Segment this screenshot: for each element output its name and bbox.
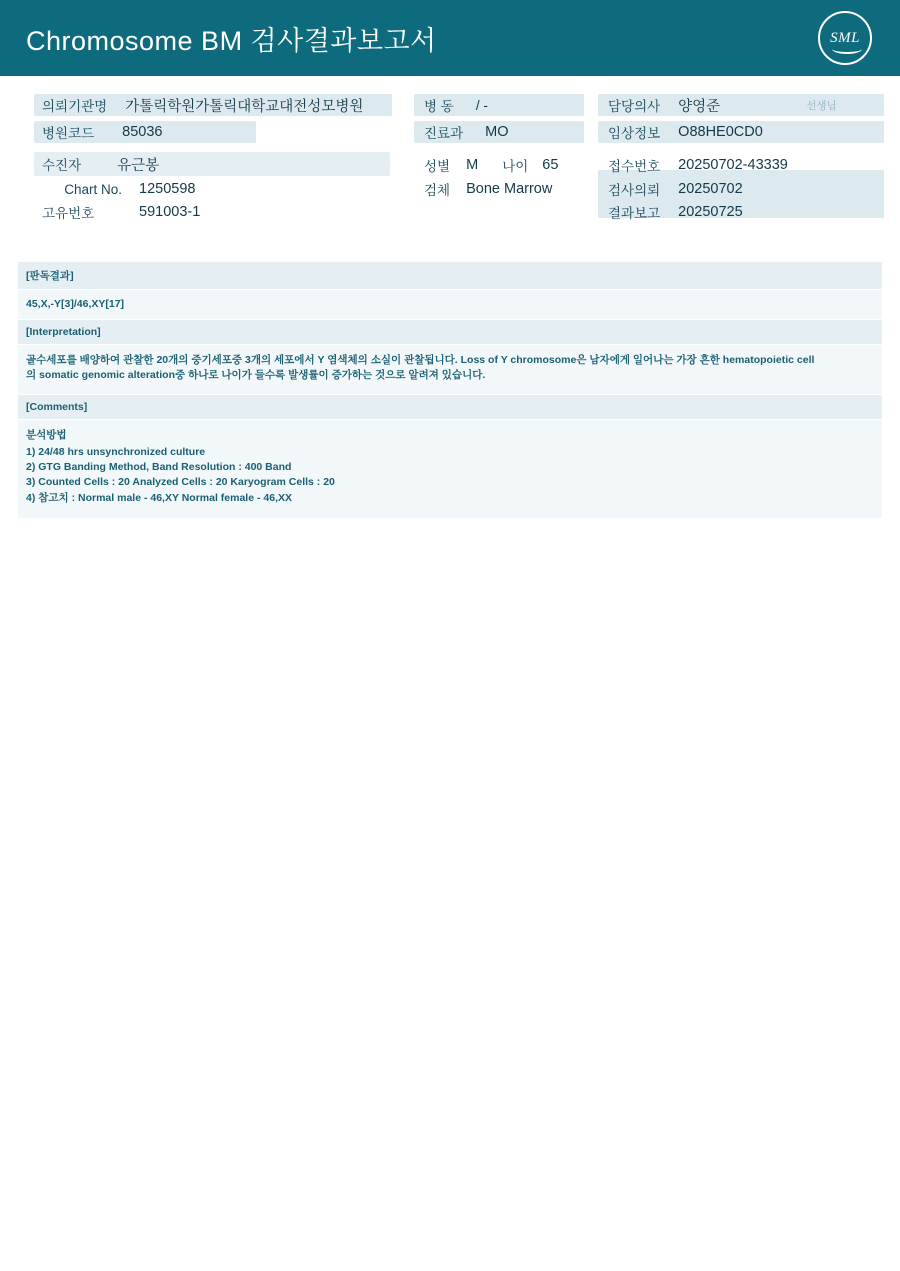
unique-no-label: 고유번호 bbox=[42, 206, 95, 221]
chart-no-value: 1250598 bbox=[139, 181, 196, 197]
result-section-header: [판독결과] bbox=[18, 262, 882, 290]
report-value: 20250725 bbox=[678, 204, 743, 220]
chart-no-label: Chart No. bbox=[64, 181, 122, 197]
clinical-label: 임상정보 bbox=[608, 126, 661, 141]
karyotype-result: 45,X,-Y[3]/46,XY[17] bbox=[18, 290, 882, 320]
interpretation-line-2: 의 somatic genomic alteration중 하나로 나이가 들수록 발생률이 증가하는 것으로 알려져 있습니다. bbox=[26, 369, 486, 382]
comments-text bbox=[18, 420, 882, 519]
age-label: 나이 bbox=[502, 159, 529, 174]
doctor-suffix: 선생님 bbox=[806, 99, 837, 112]
ward-value: / - bbox=[475, 97, 488, 113]
patient-value: 유근봉 bbox=[117, 157, 160, 174]
comments-section-header: [Comments] bbox=[18, 395, 882, 420]
sex-label: 성별 bbox=[424, 159, 451, 174]
result-sections bbox=[18, 262, 882, 519]
accession-value: 20250702-43339 bbox=[678, 157, 788, 173]
request-label: 검사의뢰 bbox=[608, 183, 661, 198]
comments-line: 1) 24/48 hrs unsynchronized culture bbox=[26, 445, 206, 458]
interpretation-section-header: [Interpretation] bbox=[18, 320, 882, 345]
logo-label: SML bbox=[830, 29, 860, 46]
unique-no-value: 591003-1 bbox=[139, 204, 201, 220]
doctor-value: 양영준 bbox=[678, 98, 721, 115]
specimen-label: 검체 bbox=[424, 183, 451, 198]
org-value: 가톨릭학원가톨릭대학교대전성모병원 bbox=[125, 98, 364, 115]
comments-line: 3) Counted Cells : 20 Analyzed Cells : 20 Karyogram Cells : 20 bbox=[26, 476, 335, 489]
dept-value: MO bbox=[485, 124, 509, 140]
page-title: Chromosome BM 검사결과보고서 bbox=[26, 25, 437, 56]
specimen-value: Bone Marrow bbox=[466, 181, 553, 197]
request-value: 20250702 bbox=[678, 181, 743, 197]
comments-title: 분석방법 bbox=[26, 428, 67, 441]
logo-swoosh-icon bbox=[832, 44, 862, 54]
patient-label: 수진자 bbox=[42, 158, 82, 173]
interpretation-text bbox=[18, 345, 882, 394]
age-value: 65 bbox=[542, 157, 559, 173]
sml-logo bbox=[818, 11, 872, 65]
report-label: 결과보고 bbox=[608, 206, 661, 221]
report-header bbox=[0, 0, 900, 76]
ward-label: 병 동 bbox=[424, 99, 454, 114]
hospital-code-value: 85036 bbox=[122, 124, 163, 140]
accession-label: 접수번호 bbox=[608, 159, 661, 174]
interpretation-line-1: 골수세포를 배양하여 관찰한 20개의 중기세포중 3개의 세포에서 Y 염색체의 소실이 관찰됩니다. Loss of Y chromosome은 남자에게 일어나는 가장 흔한 hematopoietic cell bbox=[26, 354, 815, 367]
comments-line: 4) 참고치 : Normal male - 46,XY Normal female - 46,XX bbox=[26, 491, 292, 504]
sex-value: M bbox=[466, 157, 479, 173]
clinical-value: O88HE0CD0 bbox=[678, 124, 763, 140]
hospital-code-label: 병원코드 bbox=[42, 126, 95, 141]
dept-label: 진료과 bbox=[424, 126, 464, 141]
org-label: 의뢰기관명 bbox=[42, 99, 108, 114]
comments-line: 2) GTG Banding Method, Band Resolution : 400 Band bbox=[26, 461, 292, 474]
doctor-label: 담당의사 bbox=[608, 99, 661, 114]
patient-info-block bbox=[18, 94, 882, 246]
